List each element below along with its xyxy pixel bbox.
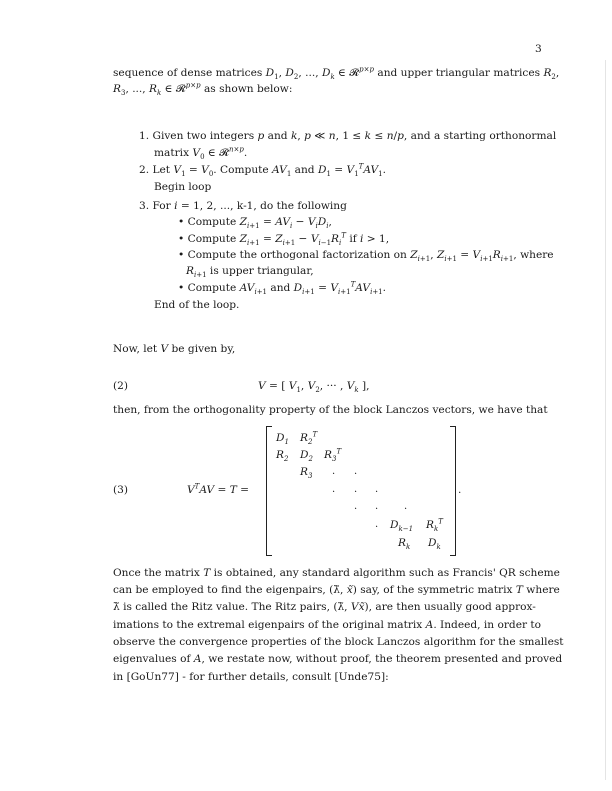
matrix-dot: . <box>354 501 358 512</box>
eq3-period: . <box>458 484 462 496</box>
matrix-cell: $R_k^T$ <box>426 517 443 534</box>
matrix-cell: $D_2$ <box>300 449 313 464</box>
matrix-dot: . <box>354 466 358 477</box>
paragraph-line: can be employed to find the eigenpairs, (λ̃, x̃) say, of the symmetric matrix T where <box>113 584 560 596</box>
bullet: • Compute $Z_{i+1} = AV_i - V_iD_i$, <box>178 216 332 231</box>
step-1: 1. Given two integers p and k, p ≪ n, 1 ≤ k ≤ n/p, and a starting orthonormal <box>139 130 557 142</box>
matrix-dot: . <box>375 484 379 495</box>
matrix-dot: . <box>354 484 358 495</box>
matrix-cell: $R_3^T$ <box>324 447 342 464</box>
eq2-label: (2) <box>113 380 129 392</box>
matrix-right-bracket <box>450 426 456 556</box>
intro-line: sequence of dense matrices $D_1$, $D_2$, ..., $D_k$ ∈ 𝓡$^{p\times p}$ and upper triangular matrices $R_2$, <box>113 65 560 82</box>
paragraph-line: observe the convergence properties of the block Lanczos algorithm for the smallest <box>113 636 564 648</box>
step-2: 2. Let $V_1 = V_0$. Compute $AV_1$ and $D_1 = V_1^TAV_1$. <box>139 162 386 179</box>
eq2-body: V = [ $V_1$, $V_2$, ··· , $V_k$ ], <box>258 380 370 395</box>
matrix-dot: . <box>375 519 379 530</box>
paragraph-line: λ̃ is called the Ritz value. The Ritz pairs, (λ̃, Vx̃), are then usually good approx- <box>113 601 536 613</box>
paragraph-line: in [GoUn77] - for further details, consult [Unde75]: <box>113 671 389 683</box>
matrix-left-bracket <box>266 426 272 556</box>
intro-line: $R_3$, ..., $R_k$ ∈ 𝓡$^{p\times p}$ as shown below: <box>113 81 293 98</box>
matrix-cell: $D_{k-1}$ <box>390 519 414 534</box>
matrix-cell: $D_1$ <box>276 432 289 447</box>
bullet: • Compute the orthogonal factorization on $Z_{i+1}$, $Z_{i+1} = V_{i+1}R_{i+1}$, where <box>178 249 554 264</box>
step-1-cont: matrix $V_0$ ∈ 𝓡$^{n\times p}$. <box>154 145 248 162</box>
step-3: 3. For i = 1, 2, ..., k-1, do the following <box>139 200 347 212</box>
matrix-cell: $R_3$ <box>300 466 313 481</box>
matrix-dot: . <box>375 501 379 512</box>
end-loop: End of the loop. <box>154 299 240 311</box>
now-text: Now, let V be given by, <box>113 343 236 355</box>
matrix-cell: $R_k$ <box>398 537 411 552</box>
page-number: 3 <box>535 43 542 55</box>
matrix-cell: $D_k$ <box>428 537 441 552</box>
bullet-cont: $R_{i+1}$ is upper triangular, <box>186 265 314 280</box>
matrix-cell: $R_2$ <box>276 449 289 464</box>
eq3-lhs: $V^TAV = T$ = <box>187 482 250 496</box>
bullet: • Compute $AV_{i+1}$ and $D_{i+1} = V_{i+1}^TAV_{i+1}$. <box>178 280 387 297</box>
paragraph-line: eigenvalues of A, we restate now, without proof, the theorem presented and proved <box>113 653 563 665</box>
paragraph-line: imations to the extremal eigenpairs of the original matrix A. Indeed, in order to <box>113 619 542 631</box>
then-text: then, from the orthogonality property of the block Lanczos vectors, we have that <box>113 404 548 416</box>
page-edge <box>605 60 606 780</box>
matrix-dot: . <box>332 484 336 495</box>
matrix-dot: . <box>332 466 336 477</box>
eq3-label: (3) <box>113 484 129 496</box>
matrix-dot: . <box>404 501 408 512</box>
matrix-cell: $R_2^T$ <box>300 430 318 447</box>
begin-loop: Begin loop <box>154 181 212 193</box>
bullet: • Compute $Z_{i+1} = Z_{i+1} - V_{i-1}R_i^T$ if i > 1, <box>178 231 390 248</box>
paragraph-line: Once the matrix T is obtained, any standard algorithm such as Francis' QR scheme <box>113 567 560 579</box>
